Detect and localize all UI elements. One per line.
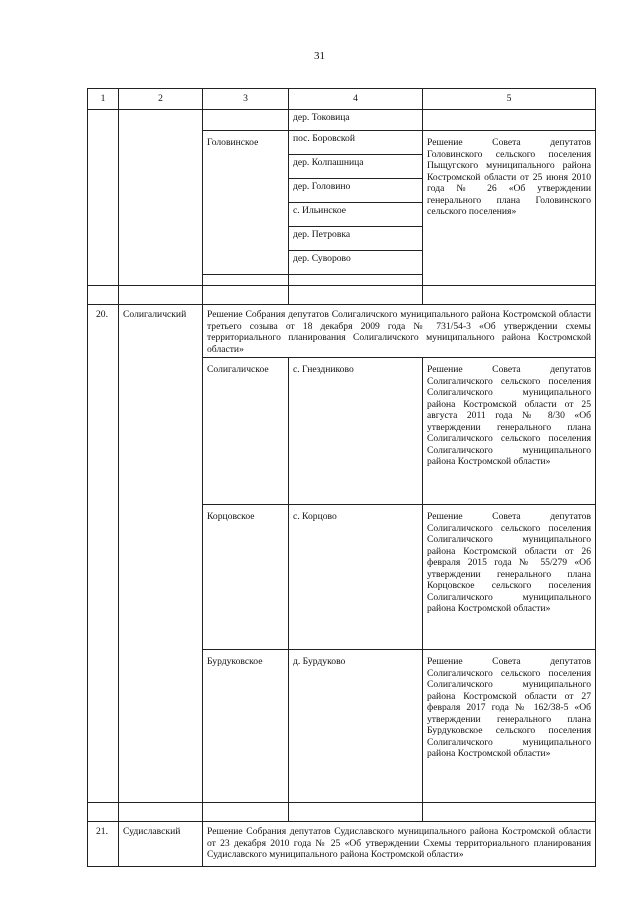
village-cell: с. Ильинское [289, 203, 423, 227]
settlement-decision: Решение Совета депутатов Головинского сельского поселения Пыщугского муниципального района Костромской области от 25 июня 2010 года № 26 «Об утверждении генерального плана Головинского сельского поселения» [423, 131, 596, 286]
empty-cell [119, 286, 203, 305]
empty-cell [289, 286, 423, 305]
village-cell: с. Корцово [289, 505, 423, 650]
empty-cell [88, 803, 119, 822]
district-plan-decision: Решение Собрания депутатов Судиславского муниципального района Костромской области от 23 декабря 2010 года № 25 «Об утверждении Схемы территориального планирования Судиславского муниципального района Костромской области» [203, 822, 596, 867]
separator-row [88, 803, 596, 822]
settlement-name: Бурдуковское [203, 650, 289, 803]
village-cell: пос. Боровской [289, 131, 423, 155]
village-cell: дер. Токовица [289, 110, 423, 131]
village-cell: с. Гнездниково [289, 358, 423, 505]
table-header-row [88, 89, 596, 110]
continuation-num-cell [88, 110, 119, 286]
village-cell: дер. Головино [289, 179, 423, 203]
settlement-name: Солигаличское [203, 358, 289, 505]
village-cell: дер. Петровка [289, 227, 423, 251]
empty-cell [203, 803, 289, 822]
district-name: Солигаличский [119, 305, 203, 803]
header-col-5: 5 [423, 89, 596, 110]
page-number: 31 [314, 50, 325, 62]
district-plan-decision: Решение Собрания депутатов Солигаличского муниципального района Костромской области третьего созыва от 18 декабря 2009 года № 731/54-3 «Об утверждении схемы территориального планирования Солигаличского муниципального района Костромской области» [203, 305, 596, 358]
header-col-2: 2 [119, 89, 203, 110]
header-col-1: 1 [88, 89, 119, 110]
district-name: Судиславский [119, 822, 203, 867]
empty-cell [119, 803, 203, 822]
empty-cell [203, 275, 289, 286]
separator-row [88, 286, 596, 305]
continuation-district-cell [119, 110, 203, 286]
empty-cell [88, 286, 119, 305]
empty-cell [289, 275, 423, 286]
document-table [87, 88, 596, 867]
settlement-decision: Решение Совета депутатов Солигаличского сельского поселения Солигаличского муниципального района Костромской области от 26 февраля 2015 года № 55/279 «Об утверждении генерального плана Корцовское сельского поселения Солигаличского муниципального района Костромской области» [423, 505, 596, 650]
village-cell: дер. Колпашница [289, 155, 423, 179]
row-number: 20. [88, 305, 119, 803]
settlement-decision: Решение Совета депутатов Солигаличского сельского поселения Солигаличского муниципального района Костромской области от 25 августа 2011 года № 8/30 «Об утверждении генерального плана Солигаличского сельского поселения Солигаличского муниципального района Костромской области» [423, 358, 596, 505]
table-row-20 [88, 305, 596, 358]
village-cell: дер. Суворово [289, 251, 423, 275]
empty-cell [203, 286, 289, 305]
village-cell: д. Бурдуково [289, 650, 423, 803]
header-col-3: 3 [203, 89, 289, 110]
table-row-21 [88, 822, 596, 867]
empty-settlement-cell [203, 110, 289, 131]
table-row [88, 110, 596, 131]
header-col-4: 4 [289, 89, 423, 110]
empty-cell [423, 286, 596, 305]
settlement-decision: Решение Совета депутатов Солигаличского сельского поселения Солигаличского муниципального района Костромской области от 27 февраля 2017 года № 162/38-5 «Об утверждении генерального плана Бурдуковское сельского поселения Солигаличского муниципального района Костромской области» [423, 650, 596, 803]
empty-cell [289, 803, 423, 822]
row-number: 21. [88, 822, 119, 867]
settlement-name: Головинское [203, 131, 289, 275]
settlement-name: Корцовское [203, 505, 289, 650]
empty-decision-cell [423, 110, 596, 131]
empty-cell [423, 803, 596, 822]
